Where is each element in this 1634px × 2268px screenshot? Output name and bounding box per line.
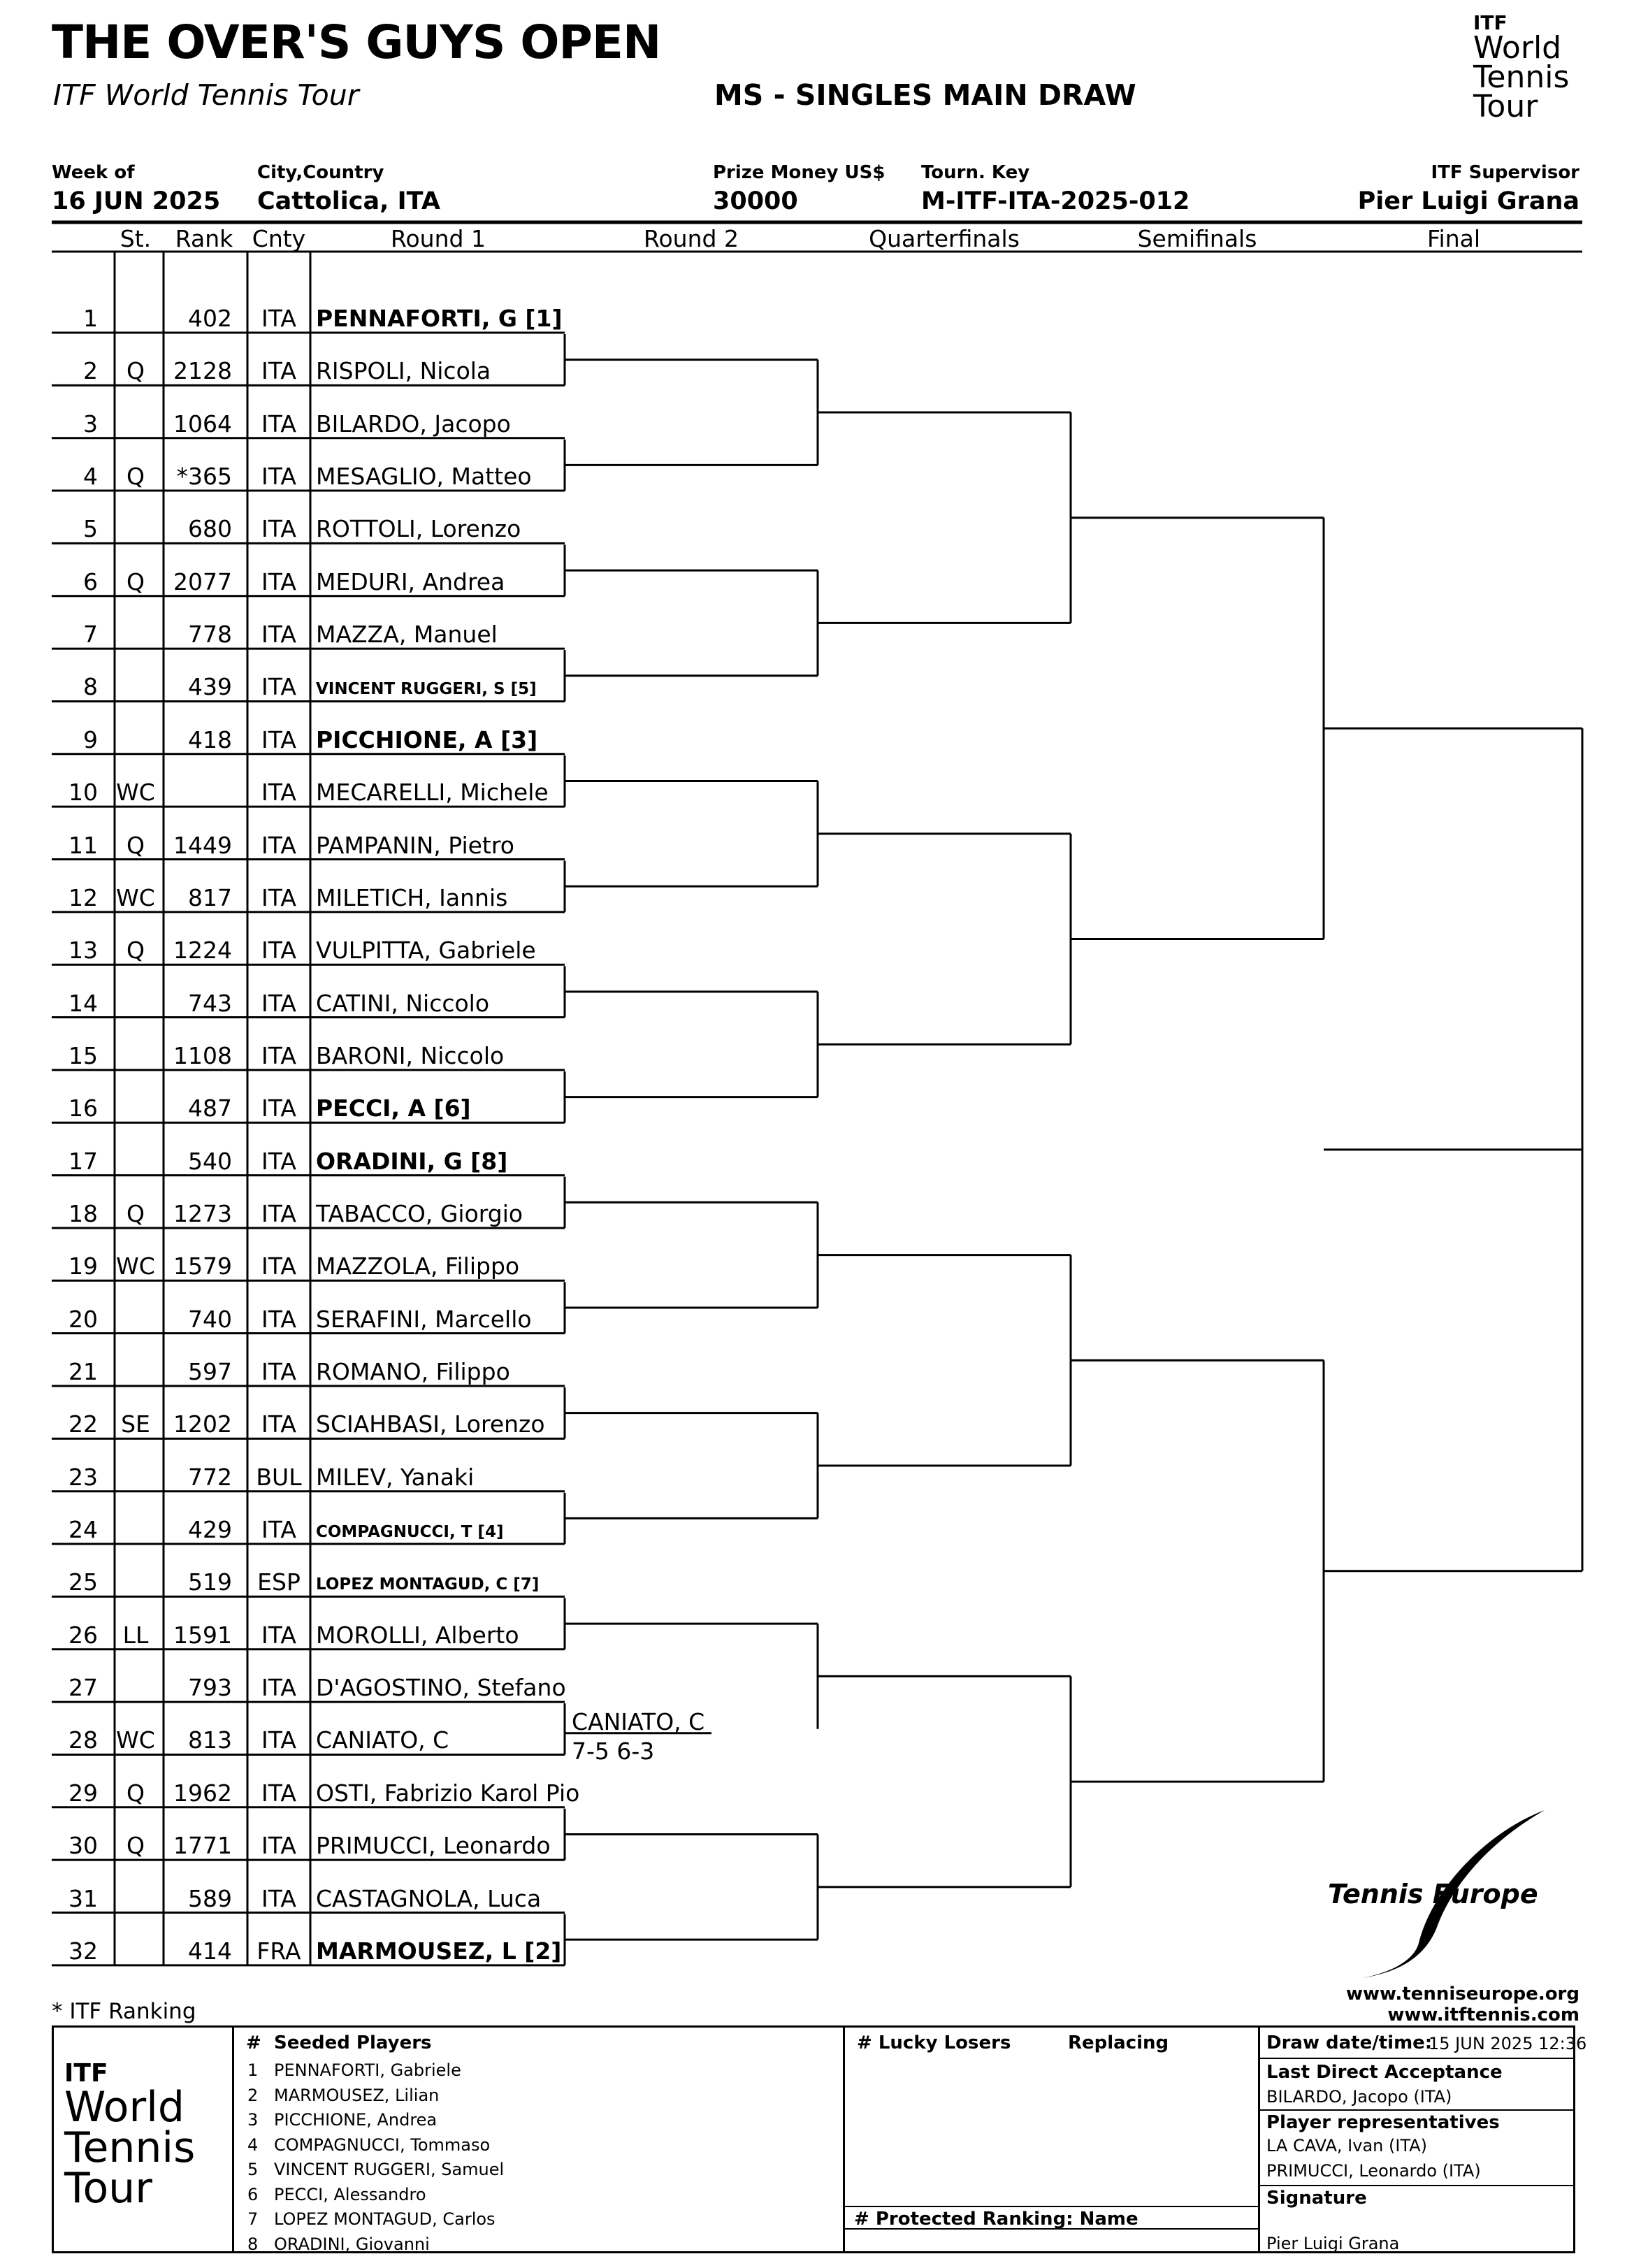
entry-status: Q bbox=[126, 1779, 145, 1807]
entry-status: LL bbox=[122, 1621, 149, 1649]
player-country: ITA bbox=[261, 831, 296, 859]
itf-logo-footer-line3: Tennis bbox=[64, 2123, 196, 2172]
player-name: CANIATO, C bbox=[316, 1726, 449, 1754]
entry-status: Q bbox=[126, 568, 145, 595]
prize-value: 30000 bbox=[713, 187, 798, 215]
player-name: COMPAGNUCCI, T [4] bbox=[316, 1523, 504, 1542]
draw-position: 4 bbox=[83, 463, 98, 491]
right-box-divider-1 bbox=[1258, 2058, 1575, 2059]
col-header-final: Final bbox=[1426, 225, 1481, 252]
player-country: ITA bbox=[261, 1726, 296, 1754]
draw-position: 20 bbox=[68, 1305, 98, 1333]
player-name: MAZZA, Manuel bbox=[316, 621, 498, 649]
player-rank: 439 bbox=[188, 673, 232, 701]
draw-position: 6 bbox=[83, 568, 98, 595]
player-name: RISPOLI, Nicola bbox=[316, 357, 491, 385]
entry-status: Q bbox=[126, 463, 145, 491]
player-country: ITA bbox=[261, 1305, 296, 1333]
col-header-cnty: Cnty bbox=[252, 225, 306, 252]
player-country: ITA bbox=[261, 463, 296, 491]
entry-status: Q bbox=[126, 937, 145, 965]
player-country: ITA bbox=[261, 305, 296, 332]
draw-position: 26 bbox=[68, 1621, 98, 1649]
col-header-semifinals: Semifinals bbox=[1137, 225, 1257, 252]
seeded-number: 8 bbox=[247, 2234, 259, 2254]
seeded-number: 6 bbox=[247, 2184, 259, 2204]
draw-position: 24 bbox=[68, 1516, 98, 1544]
city-label: City,Country bbox=[257, 162, 384, 183]
player-rank: 418 bbox=[188, 725, 232, 753]
player-rank: 2077 bbox=[173, 568, 232, 595]
player-rank: 1579 bbox=[173, 1252, 232, 1280]
seeded-player-name: PECCI, Alessandro bbox=[274, 2184, 426, 2204]
signature-label: Signature bbox=[1266, 2188, 1367, 2209]
draw-date-label: Draw date/time: bbox=[1266, 2032, 1433, 2053]
col-header-rank: Rank bbox=[175, 225, 233, 252]
seeded-player-name: PENNAFORTI, Gabriele bbox=[274, 2060, 461, 2080]
player-name: ORADINI, G [8] bbox=[316, 1147, 508, 1175]
player-country: ITA bbox=[261, 937, 296, 965]
player-rank: 1962 bbox=[173, 1779, 232, 1807]
draw-position: 32 bbox=[68, 1937, 98, 1965]
draw-position: 28 bbox=[68, 1726, 98, 1754]
seeded-number: 2 bbox=[247, 2085, 259, 2105]
col-header-round1: Round 1 bbox=[391, 225, 486, 252]
tourn-key-label: Tourn. Key bbox=[921, 162, 1030, 183]
itf-ranking-note: * ITF Ranking bbox=[52, 1999, 196, 2024]
city-value: Cattolica, ITA bbox=[257, 187, 440, 215]
player-name: ROTTOLI, Lorenzo bbox=[316, 515, 521, 543]
player-representative-2: PRIMUCCI, Leonardo (ITA) bbox=[1266, 2161, 1481, 2181]
lucky-losers-title: # Lucky Losers bbox=[857, 2032, 1011, 2053]
player-country: ITA bbox=[261, 1199, 296, 1227]
entry-status: WC bbox=[116, 1726, 155, 1754]
seeded-number: 4 bbox=[247, 2135, 259, 2155]
player-rank: 1771 bbox=[173, 1832, 232, 1860]
player-name: PENNAFORTI, G [1] bbox=[316, 305, 563, 332]
seeded-number: 7 bbox=[247, 2209, 259, 2229]
entry-status: WC bbox=[116, 1252, 155, 1280]
signature-value: Pier Luigi Grana bbox=[1266, 2234, 1400, 2253]
player-country: ITA bbox=[261, 883, 296, 911]
round1-winner-match14: CANIATO, C bbox=[572, 1708, 705, 1735]
url-tenniseurope[interactable]: www.tenniseurope.org bbox=[1346, 1984, 1579, 2005]
player-name: BILARDO, Jacopo bbox=[316, 410, 511, 438]
draw-name: MS - SINGLES MAIN DRAW bbox=[714, 78, 1136, 112]
player-rank: 1064 bbox=[173, 410, 232, 438]
itf-logo-footer-line4: Tour bbox=[64, 2164, 152, 2213]
draw-position: 11 bbox=[68, 831, 98, 859]
player-country: ITA bbox=[261, 989, 296, 1017]
player-country: FRA bbox=[256, 1937, 301, 1965]
player-country: ITA bbox=[261, 1884, 296, 1912]
footer-divider-1 bbox=[232, 2025, 234, 2253]
player-name: CASTAGNOLA, Luca bbox=[316, 1884, 542, 1912]
draw-position: 10 bbox=[68, 779, 98, 807]
entry-status: SE bbox=[121, 1410, 150, 1438]
player-rank: 1273 bbox=[173, 1199, 232, 1227]
round1-score-match14: 7-5 6-3 bbox=[572, 1738, 655, 1765]
draw-position: 15 bbox=[68, 1041, 98, 1069]
player-country: ITA bbox=[261, 1621, 296, 1649]
player-country: ITA bbox=[261, 1516, 296, 1544]
player-rank: 597 bbox=[188, 1358, 232, 1385]
player-name: D'AGOSTINO, Stefano bbox=[316, 1674, 566, 1702]
player-rank: 778 bbox=[188, 621, 232, 649]
player-rank: 589 bbox=[188, 1884, 232, 1912]
tournament-title: THE OVER'S GUYS OPEN bbox=[52, 15, 661, 69]
player-country: BUL bbox=[256, 1463, 302, 1491]
player-name: LOPEZ MONTAGUD, C [7] bbox=[316, 1575, 540, 1594]
player-country: ITA bbox=[261, 673, 296, 701]
col-header-quarterfinals: Quarterfinals bbox=[869, 225, 1020, 252]
week-value: 16 JUN 2025 bbox=[52, 187, 221, 215]
player-rank: 2128 bbox=[173, 357, 232, 385]
player-name: BARONI, Niccolo bbox=[316, 1041, 505, 1069]
player-name: VINCENT RUGGERI, S [5] bbox=[316, 680, 537, 699]
draw-position: 31 bbox=[68, 1884, 98, 1912]
player-name: MILEV, Yanaki bbox=[316, 1463, 475, 1491]
right-box-divider-2 bbox=[1258, 2109, 1575, 2111]
player-country: ITA bbox=[261, 1674, 296, 1702]
draw-position: 19 bbox=[68, 1252, 98, 1280]
entry-status: Q bbox=[126, 1199, 145, 1227]
draw-date-value: 15 JUN 2025 12:36 bbox=[1429, 2034, 1587, 2053]
seeded-number: 1 bbox=[247, 2060, 259, 2080]
player-name: MAZZOLA, Filippo bbox=[316, 1252, 520, 1280]
player-rank: 680 bbox=[188, 515, 232, 543]
player-country: ITA bbox=[261, 779, 296, 807]
entry-status: Q bbox=[126, 1832, 145, 1860]
draw-position: 14 bbox=[68, 989, 98, 1017]
player-country: ITA bbox=[261, 1095, 296, 1122]
player-name: ROMANO, Filippo bbox=[316, 1358, 510, 1385]
player-country: ITA bbox=[261, 1358, 296, 1385]
draw-position: 16 bbox=[68, 1095, 98, 1122]
player-rank: 740 bbox=[188, 1305, 232, 1333]
seeded-player-name: LOPEZ MONTAGUD, Carlos bbox=[274, 2209, 496, 2229]
itf-logo-line3: Tennis bbox=[1473, 59, 1570, 95]
draw-position: 30 bbox=[68, 1832, 98, 1860]
draw-position: 5 bbox=[83, 515, 98, 543]
player-name: CATINI, Niccolo bbox=[316, 989, 490, 1017]
seeded-player-name: MARMOUSEZ, Lilian bbox=[274, 2085, 440, 2105]
player-rank: 1224 bbox=[173, 937, 232, 965]
itf-logo-footer bbox=[64, 2059, 225, 2213]
seeded-number: 5 bbox=[247, 2160, 259, 2179]
draw-position: 3 bbox=[83, 410, 98, 438]
player-country: ITA bbox=[261, 725, 296, 753]
player-name: SCIAHBASI, Lorenzo bbox=[316, 1410, 545, 1438]
col-header-st: St. bbox=[120, 225, 152, 252]
player-country: ITA bbox=[261, 1252, 296, 1280]
draw-position: 18 bbox=[68, 1199, 98, 1227]
player-name: VULPITTA, Gabriele bbox=[316, 937, 536, 965]
itf-logo-footer-line2: World bbox=[64, 2083, 185, 2132]
draw-position: 12 bbox=[68, 883, 98, 911]
draw-position: 23 bbox=[68, 1463, 98, 1491]
seeded-hash: # bbox=[246, 2032, 261, 2053]
draw-position: 8 bbox=[83, 673, 98, 701]
player-rank: 414 bbox=[188, 1937, 232, 1965]
url-itftennis[interactable]: www.itftennis.com bbox=[1387, 2005, 1579, 2025]
player-rank: 813 bbox=[188, 1726, 232, 1754]
player-country: ITA bbox=[261, 1041, 296, 1069]
draw-position: 2 bbox=[83, 357, 98, 385]
protected-ranking-divider bbox=[843, 2206, 1259, 2207]
draw-position: 7 bbox=[83, 621, 98, 649]
tennis-europe-text: Tennis Europe bbox=[1328, 1879, 1538, 1909]
footer-divider-2 bbox=[843, 2025, 845, 2253]
itf-logo-line1: ITF bbox=[1473, 11, 1508, 34]
player-rank: 402 bbox=[188, 305, 232, 332]
seeded-players-title: Seeded Players bbox=[274, 2032, 432, 2053]
week-label: Week of bbox=[52, 162, 135, 183]
seeded-player-name: ORADINI, Giovanni bbox=[274, 2234, 430, 2254]
prize-label: Prize Money US$ bbox=[713, 162, 885, 183]
player-rank: 1591 bbox=[173, 1621, 232, 1649]
seeded-player-name: PICCHIONE, Andrea bbox=[274, 2110, 438, 2130]
player-name: MOROLLI, Alberto bbox=[316, 1621, 519, 1649]
player-rank: 429 bbox=[188, 1516, 232, 1544]
itf-logo-footer-line1: ITF bbox=[64, 2059, 108, 2088]
replacing-title: Replacing bbox=[1068, 2032, 1169, 2053]
last-direct-acceptance-value: BILARDO, Jacopo (ITA) bbox=[1266, 2087, 1452, 2107]
entry-status: Q bbox=[126, 357, 145, 385]
seeded-player-name: VINCENT RUGGERI, Samuel bbox=[274, 2160, 505, 2179]
draw-position: 21 bbox=[68, 1358, 98, 1385]
player-rank: *365 bbox=[176, 463, 232, 491]
draw-position: 13 bbox=[68, 937, 98, 965]
player-country: ITA bbox=[261, 410, 296, 438]
player-representatives-label: Player representatives bbox=[1266, 2112, 1500, 2133]
draw-position: 27 bbox=[68, 1674, 98, 1702]
supervisor-label: ITF Supervisor bbox=[1431, 162, 1579, 183]
player-name: MECARELLI, Michele bbox=[316, 779, 549, 807]
player-rank: 1449 bbox=[173, 831, 232, 859]
player-country: ITA bbox=[261, 515, 296, 543]
player-name: PICCHIONE, A [3] bbox=[316, 725, 538, 753]
seeded-player-name: COMPAGNUCCI, Tommaso bbox=[274, 2135, 491, 2155]
player-country: ESP bbox=[257, 1568, 301, 1596]
player-rank: 743 bbox=[188, 989, 232, 1017]
player-name: SERAFINI, Marcello bbox=[316, 1305, 532, 1333]
draw-position: 25 bbox=[68, 1568, 98, 1596]
player-rank: 793 bbox=[188, 1674, 232, 1702]
draw-position: 9 bbox=[83, 725, 98, 753]
player-name: OSTI, Fabrizio Karol Pio bbox=[316, 1779, 580, 1807]
player-name: MARMOUSEZ, L [2] bbox=[316, 1937, 562, 1965]
player-rank: 1202 bbox=[173, 1410, 232, 1438]
draw-position: 1 bbox=[83, 305, 98, 332]
player-rank: 487 bbox=[188, 1095, 232, 1122]
tennis-europe-logo bbox=[1314, 1803, 1579, 1985]
footer-divider-3 bbox=[1258, 2025, 1260, 2253]
right-box-divider-3 bbox=[1258, 2185, 1575, 2186]
draw-position: 22 bbox=[68, 1410, 98, 1438]
player-country: ITA bbox=[261, 1779, 296, 1807]
player-name: MEDURI, Andrea bbox=[316, 568, 505, 595]
player-name: PRIMUCCI, Leonardo bbox=[316, 1832, 551, 1860]
itf-logo-line4: Tour bbox=[1473, 89, 1538, 124]
player-name: MESAGLIO, Matteo bbox=[316, 463, 532, 491]
itf-logo-line2: World bbox=[1473, 30, 1562, 66]
player-country: ITA bbox=[261, 1410, 296, 1438]
col-header-round2: Round 2 bbox=[644, 225, 739, 252]
supervisor-value: Pier Luigi Grana bbox=[1357, 187, 1579, 215]
player-country: ITA bbox=[261, 1832, 296, 1860]
player-country: ITA bbox=[261, 1147, 296, 1175]
player-rank: 540 bbox=[188, 1147, 232, 1175]
protected-ranking-title: # Protected Ranking: Name bbox=[854, 2209, 1138, 2230]
player-name: MILETICH, Iannis bbox=[316, 883, 508, 911]
draw-position: 17 bbox=[68, 1147, 98, 1175]
player-rank: 817 bbox=[188, 883, 232, 911]
entry-status: Q bbox=[126, 831, 145, 859]
player-country: ITA bbox=[261, 568, 296, 595]
player-rank: 1108 bbox=[173, 1041, 232, 1069]
player-country: ITA bbox=[261, 357, 296, 385]
seeded-number: 3 bbox=[247, 2110, 259, 2130]
player-name: PAMPANIN, Pietro bbox=[316, 831, 514, 859]
player-representative-1: LA CAVA, Ivan (ITA) bbox=[1266, 2136, 1428, 2155]
draw-position: 29 bbox=[68, 1779, 98, 1807]
last-direct-acceptance-label: Last Direct Acceptance bbox=[1266, 2062, 1503, 2083]
entry-status: WC bbox=[116, 883, 155, 911]
player-name: TABACCO, Giorgio bbox=[316, 1199, 523, 1227]
tour-subtitle: ITF World Tennis Tour bbox=[53, 78, 359, 112]
player-country: ITA bbox=[261, 621, 296, 649]
entry-status: WC bbox=[116, 779, 155, 807]
player-rank: 772 bbox=[188, 1463, 232, 1491]
player-name: PECCI, A [6] bbox=[316, 1095, 471, 1122]
player-rank: 519 bbox=[188, 1568, 232, 1596]
tourn-key-value: M-ITF-ITA-2025-012 bbox=[921, 187, 1190, 215]
